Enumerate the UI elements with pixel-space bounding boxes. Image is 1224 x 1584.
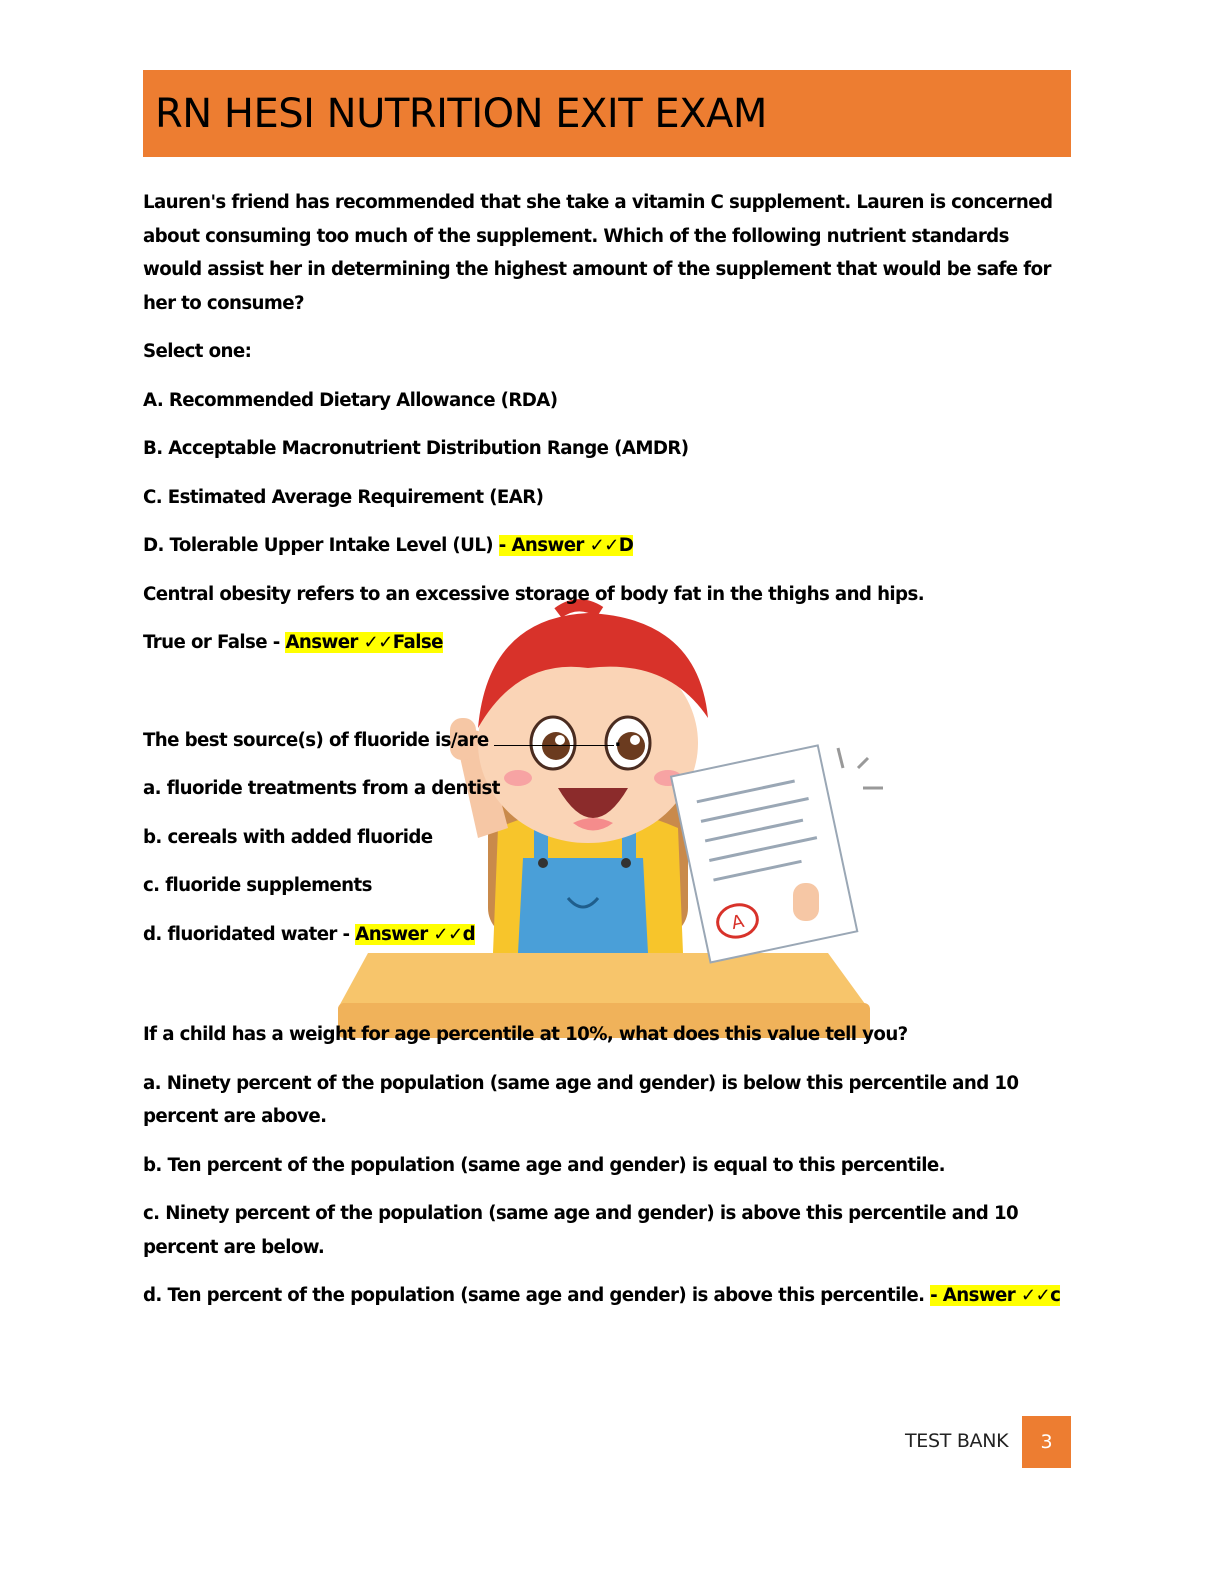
grade-label: A bbox=[729, 910, 747, 934]
q4-option-a: a. Ninety percent of the population (same age and gender) is below this percentile and 10 percent are above. bbox=[143, 1072, 1019, 1127]
q1-answer: - Answer ✓✓D bbox=[498, 535, 634, 556]
q2-stem: Central obesity refers to an excessive storage of body fat in the thighs and hips. bbox=[143, 583, 925, 605]
q1-select-one: Select one: bbox=[143, 341, 252, 362]
q3-stem-row bbox=[143, 724, 1071, 758]
q1-option-c: C. Estimated Average Requirement (EAR) bbox=[143, 486, 544, 508]
q3-stem-end: . bbox=[614, 729, 621, 751]
q3-answer: Answer ✓✓d bbox=[355, 923, 476, 945]
q3-option-d-row bbox=[143, 918, 1071, 952]
q1-option-d-row bbox=[143, 529, 1071, 563]
q4-stem: If a child has a weight for age percentile at 10%, what does this value tell you? bbox=[143, 1024, 908, 1045]
q1-option-b: B. Acceptable Macronutrient Distribution Range (AMDR) bbox=[143, 438, 689, 459]
spacer bbox=[143, 966, 1071, 1018]
q3-option-c: c. fluoride supplements bbox=[143, 875, 372, 896]
q3-option-d: d. fluoridated water - bbox=[143, 923, 350, 945]
page-number: 3 bbox=[1022, 1416, 1071, 1468]
q4-option-c: c. Ninety percent of the population (same age and gender) is above this percentile and 10 percent are below. bbox=[143, 1203, 1019, 1258]
title-banner bbox=[143, 70, 1071, 157]
q1-option-d: D. Tolerable Upper Intake Level (UL) bbox=[143, 535, 494, 556]
page-title: RN HESI NUTRITION EXIT EXAM bbox=[155, 91, 767, 137]
footer-label: TEST BANK bbox=[905, 1430, 1009, 1452]
spacer bbox=[143, 675, 1071, 724]
q2-answer: Answer ✓✓False bbox=[285, 632, 443, 653]
q4-answer: - Answer ✓✓c bbox=[930, 1285, 1061, 1306]
q4-option-b: b. Ten percent of the population (same age and gender) is equal to this percentile. bbox=[143, 1154, 945, 1176]
q1-option-a: A. Recommended Dietary Allowance (RDA) bbox=[143, 389, 558, 411]
fill-in-blank bbox=[494, 727, 614, 746]
q4-option-d: d. Ten percent of the population (same age and gender) is above this percentile. bbox=[143, 1285, 925, 1306]
q3-option-a: a. fluoride treatments from a dentist bbox=[143, 778, 500, 799]
q2-prompt: True or False - bbox=[143, 632, 280, 653]
q3-stem: The best source(s) of fluoride is/are bbox=[143, 729, 489, 751]
q3-option-b: b. cereals with added fluoride bbox=[143, 826, 433, 848]
q1-stem: Lauren's friend has recommended that she take a vitamin C supplement. Lauren is concerned about consuming too much of the supplement. Which of the following nutrient standards would assist her in determining the highest amount of the supplement that would be safe for her to consume? bbox=[143, 192, 1053, 314]
q2-row bbox=[143, 626, 1071, 660]
exam-content bbox=[143, 186, 1071, 1328]
q4-option-d-row bbox=[143, 1279, 1071, 1313]
